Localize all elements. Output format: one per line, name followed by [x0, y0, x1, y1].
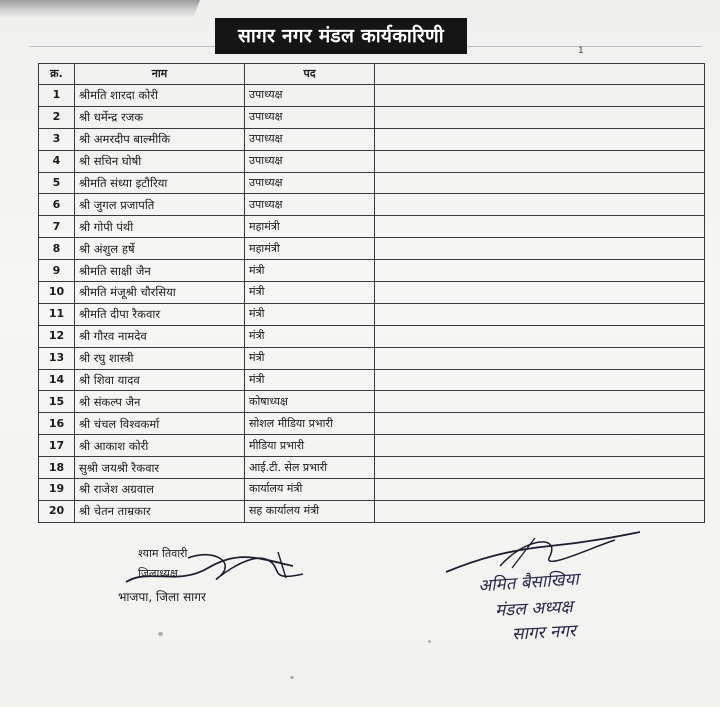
table-row — [39, 500, 705, 522]
extra-cell — [375, 303, 705, 325]
table-row — [39, 435, 705, 457]
name-cell: श्री संकल्प जैन — [75, 391, 245, 413]
table-row — [39, 260, 705, 282]
page-title: सागर नगर मंडल कार्यकारिणी — [215, 18, 467, 54]
serial-cell: 11 — [39, 303, 75, 325]
post-cell: उपाध्यक्ष — [245, 106, 375, 128]
serial-cell: 5 — [39, 172, 75, 194]
serial-cell: 6 — [39, 194, 75, 216]
table-row — [39, 413, 705, 435]
name-cell: श्री सचिन घोषी — [75, 150, 245, 172]
table-row — [39, 216, 705, 238]
handwritten-place: सागर नगर — [511, 621, 577, 645]
column-header-serial: क्र. — [39, 64, 75, 85]
name-cell: श्री अमरदीप बाल्मीकि — [75, 128, 245, 150]
serial-cell: 9 — [39, 260, 75, 282]
post-cell: मंत्री — [245, 347, 375, 369]
extra-cell — [375, 479, 705, 501]
serial-cell: 13 — [39, 347, 75, 369]
paper-spot — [158, 632, 163, 636]
post-cell: महामंत्री — [245, 216, 375, 238]
name-cell: श्री गोपी पंथी — [75, 216, 245, 238]
stamp-role: जिलाध्यक्ष — [138, 567, 178, 580]
post-cell: उपाध्यक्ष — [245, 128, 375, 150]
stamp-organization: भाजपा, जिला सागर — [118, 590, 206, 604]
mandal-president-signature — [440, 528, 650, 648]
serial-cell: 18 — [39, 457, 75, 479]
extra-cell — [375, 238, 705, 260]
post-cell: उपाध्यक्ष — [245, 194, 375, 216]
name-cell: श्रीमति संध्या इटौरिया — [75, 172, 245, 194]
name-cell: सुश्री जयश्री रैकवार — [75, 457, 245, 479]
table-row — [39, 106, 705, 128]
serial-cell: 14 — [39, 369, 75, 391]
post-cell: मंत्री — [245, 260, 375, 282]
paper-spot — [428, 640, 431, 643]
extra-cell — [375, 500, 705, 522]
serial-cell: 1 — [39, 85, 75, 107]
extra-cell — [375, 413, 705, 435]
table-row — [39, 172, 705, 194]
table-row — [39, 347, 705, 369]
table-row — [39, 391, 705, 413]
table-body — [39, 85, 705, 523]
name-cell: श्री राजेश अग्रवाल — [75, 479, 245, 501]
serial-cell: 12 — [39, 325, 75, 347]
post-cell: सह कार्यालय मंत्री — [245, 500, 375, 522]
extra-cell — [375, 106, 705, 128]
extra-cell — [375, 194, 705, 216]
name-cell: श्री शिवा यादव — [75, 369, 245, 391]
extra-cell — [375, 282, 705, 304]
column-header-name: नाम — [75, 64, 245, 85]
serial-cell: 15 — [39, 391, 75, 413]
handwritten-name: अमित बैसाखिया — [477, 569, 580, 597]
committee-table — [38, 63, 705, 523]
extra-cell — [375, 435, 705, 457]
serial-cell: 4 — [39, 150, 75, 172]
post-cell: मंत्री — [245, 282, 375, 304]
column-header-extra — [375, 64, 705, 85]
post-cell: आई.टी. सेल प्रभारी — [245, 457, 375, 479]
page-edge-shadow — [0, 0, 200, 18]
serial-cell: 20 — [39, 500, 75, 522]
name-cell: श्री गौरव नामदेव — [75, 325, 245, 347]
table-row — [39, 194, 705, 216]
post-cell: कोषाध्यक्ष — [245, 391, 375, 413]
table-row — [39, 479, 705, 501]
name-cell: श्रीमति शारदा कोरी — [75, 85, 245, 107]
name-cell: श्रीमति साक्षी जैन — [75, 260, 245, 282]
name-cell: श्री धर्मेन्द्र रजक — [75, 106, 245, 128]
post-cell: उपाध्यक्ष — [245, 85, 375, 107]
serial-cell: 10 — [39, 282, 75, 304]
page-mark: 1 — [578, 46, 584, 56]
extra-cell — [375, 369, 705, 391]
extra-cell — [375, 260, 705, 282]
table-row — [39, 369, 705, 391]
serial-cell: 16 — [39, 413, 75, 435]
name-cell: श्रीमति दीपा रैकवार — [75, 303, 245, 325]
table-row — [39, 150, 705, 172]
table-row — [39, 85, 705, 107]
post-cell: उपाध्यक्ष — [245, 150, 375, 172]
name-cell: श्री आकाश कोरी — [75, 435, 245, 457]
extra-cell — [375, 172, 705, 194]
serial-cell: 17 — [39, 435, 75, 457]
post-cell: कार्यालय मंत्री — [245, 479, 375, 501]
extra-cell — [375, 216, 705, 238]
name-cell: श्री रघु शास्त्री — [75, 347, 245, 369]
extra-cell — [375, 347, 705, 369]
serial-cell: 19 — [39, 479, 75, 501]
serial-cell: 2 — [39, 106, 75, 128]
name-cell: श्री अंशुल हर्षे — [75, 238, 245, 260]
extra-cell — [375, 457, 705, 479]
table-row — [39, 238, 705, 260]
name-cell: श्री जुगल प्रजापति — [75, 194, 245, 216]
serial-cell: 7 — [39, 216, 75, 238]
extra-cell — [375, 85, 705, 107]
post-cell: मंत्री — [245, 303, 375, 325]
paper-spot — [290, 676, 294, 679]
table-row — [39, 457, 705, 479]
post-cell: मंत्री — [245, 369, 375, 391]
extra-cell — [375, 150, 705, 172]
table-row — [39, 325, 705, 347]
serial-cell: 3 — [39, 128, 75, 150]
column-header-post: पद — [245, 64, 375, 85]
post-cell: मंत्री — [245, 325, 375, 347]
extra-cell — [375, 128, 705, 150]
post-cell: सोशल मीडिया प्रभारी — [245, 413, 375, 435]
extra-cell — [375, 391, 705, 413]
stamp-name: श्याम तिवारी — [138, 547, 188, 560]
post-cell: उपाध्यक्ष — [245, 172, 375, 194]
table-header-row — [39, 64, 705, 85]
handwritten-role: मंडल अध्यक्ष — [494, 596, 574, 622]
post-cell: मीडिया प्रभारी — [245, 435, 375, 457]
serial-cell: 8 — [39, 238, 75, 260]
name-cell: श्री चंचल विश्वकर्मा — [75, 413, 245, 435]
table-row — [39, 303, 705, 325]
extra-cell — [375, 325, 705, 347]
table-row — [39, 282, 705, 304]
table-row — [39, 128, 705, 150]
name-cell: श्री चेतन ताम्रकार — [75, 500, 245, 522]
post-cell: महामंत्री — [245, 238, 375, 260]
name-cell: श्रीमति मंजूश्री चौरसिया — [75, 282, 245, 304]
